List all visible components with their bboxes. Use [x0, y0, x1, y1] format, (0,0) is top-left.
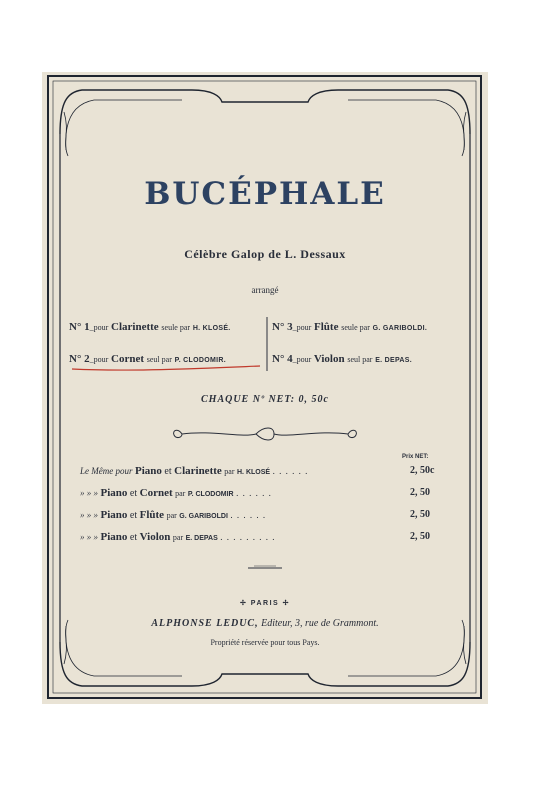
rights-notice: Propriété réservée pour tous Pays.	[210, 638, 320, 647]
ornamental-border	[42, 72, 488, 704]
page-title: BUCÉPHALE	[144, 176, 386, 212]
title-page	[42, 72, 488, 704]
city-label: ✢ PARIS ✢	[240, 600, 290, 607]
edition-4: N° 4_pour Violon seul par E. DEPAS.	[272, 353, 413, 365]
subtitle: Célèbre Galop de L. Dessaux	[184, 247, 346, 261]
edition-1: N° 1_pour Clarinette seule par H. KLOSÉ.	[69, 321, 231, 333]
arranged-label: arrangé	[251, 285, 279, 295]
price-value: 2, 50c	[410, 465, 435, 476]
publisher-line: ALPHONSE LEDUC, Editeur, 3, rue de Grammont.	[151, 618, 379, 629]
piano-edition-row: » » » Piano et Cornet par P. CLODOMIR . . . . . .	[80, 487, 272, 499]
piano-edition-row: » » » Piano et Violon par E. DEPAS . . . . . . . . .	[80, 531, 276, 543]
prix-net-label: Prix NET:	[402, 454, 429, 460]
piano-edition-row: Le Même pour Piano et Clarinette par H. KLOSÉ . . . . . .	[80, 465, 309, 477]
red-underline	[72, 366, 260, 370]
small-rule	[248, 566, 282, 568]
edition-2: N° 2_pour Cornet seul par P. CLODOMIR.	[69, 353, 226, 365]
price-value: 2, 50	[410, 509, 430, 520]
price-value: 2, 50	[410, 487, 430, 498]
price-value: 2, 50	[410, 531, 430, 542]
edition-3: N° 3_pour Flûte seule par G. GARIBOLDI.	[272, 321, 428, 333]
piano-edition-row: » » » Piano et Flûte par G. GARIBOLDI . . . . . .	[80, 509, 267, 521]
price-each-line: CHAQUE Nº NET: 0, 50c	[201, 394, 329, 405]
flourish-separator	[174, 428, 357, 440]
